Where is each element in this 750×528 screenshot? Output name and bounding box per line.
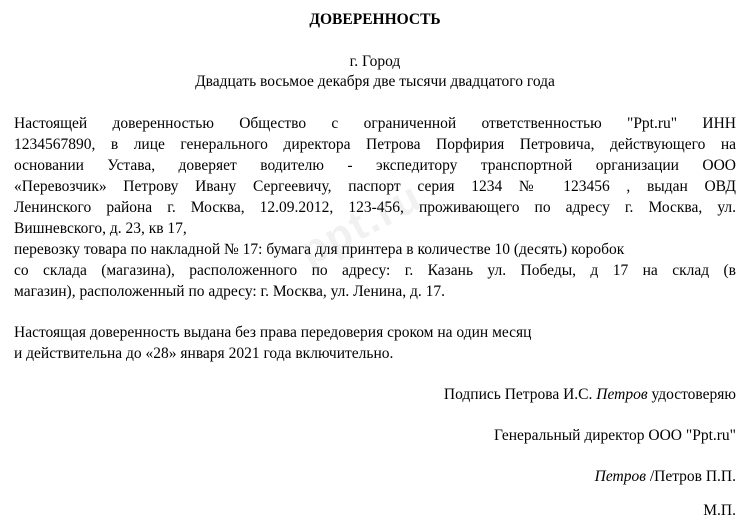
stamp-place: М.П. [703,502,736,519]
signature-line [444,385,736,405]
watermark-logo: ppt.ru [291,172,430,276]
body-line-2: 1234567890, в лице генерального директора Петрова Порфирия Петровича, действующего на [14,136,736,153]
body-line-9: магазин), расположенный по адресу: г. Москва, ул. Ленина, д. 17. [14,283,445,300]
certify-text: удостоверяю [651,386,736,403]
date-line: Двадцать восьмое декабря две тысячи двадцатого года [195,73,555,90]
body-line-4: «Перевозчик» Петрову Ивану Сергеевичу, паспорт серия 1234 № 123456 , выдан ОВД [14,178,736,195]
validity-line-2: и действительна до «28» января 2021 года включительно. [14,345,394,362]
body-line-5: Ленинского района г. Москва, 12.09.2012, 123-456, проживающего по адресу г. Москва, ул. [14,199,736,216]
validity-line-1: Настоящая доверенность выдана без права передоверия сроком на один месяц [14,324,532,341]
signature-label: Подпись Петрова И.С. [443,386,593,403]
body-line-3: основании Устава, доверяет водителю - экспедитору транспортной организации ООО [14,157,736,174]
document-title: ДОВЕРЕННОСТЬ [309,11,441,28]
final-sign-line [595,467,736,487]
body-line-7: перевозку товара по накладной № 17: бумага для принтера в количестве 10 (десять) коробок [14,241,625,258]
body-line-8: со склада (магазина), расположенного по адресу: г. Казань ул. Победы, д 17 на склад (в [14,262,736,279]
handwritten-signature: Петров [596,386,648,403]
city-line: г. Город [349,53,401,70]
body-line-1: Настоящей доверенностью Общество с ограниченной ответственностью "Ppt.ru" ИНН [14,115,736,132]
director-line: Генеральный директор ООО "Ppt.ru" [494,427,736,444]
director-name: /Петров П.П. [649,468,736,485]
body-line-6: Вишневского, д. 23, кв 17, [14,220,187,237]
handwritten-director-signature: Петров [594,468,646,485]
